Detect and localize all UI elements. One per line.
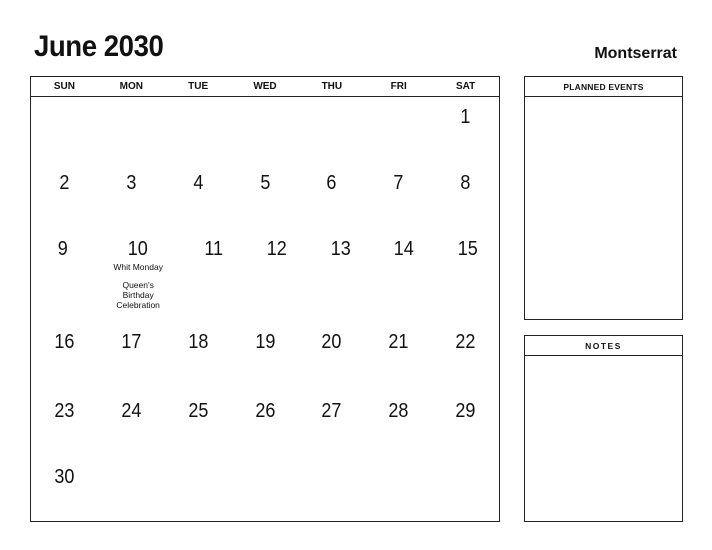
week-row bbox=[31, 391, 499, 457]
week-row bbox=[31, 457, 499, 522]
day-cell bbox=[365, 163, 432, 229]
day-cell bbox=[165, 322, 232, 391]
empty-day-cell bbox=[232, 457, 299, 522]
day-number: 30 bbox=[54, 466, 75, 488]
day-number: 19 bbox=[254, 331, 276, 353]
empty-day-cell bbox=[298, 457, 365, 522]
empty-day-cell bbox=[165, 97, 232, 163]
day-number: 4 bbox=[193, 172, 204, 194]
week-row bbox=[31, 229, 499, 322]
notes-header: NOTES bbox=[525, 336, 682, 356]
day-number: 9 bbox=[57, 238, 68, 260]
day-number: 10 bbox=[128, 238, 149, 260]
holiday-label: Queen's Birthday Celebration bbox=[116, 280, 160, 310]
day-cell bbox=[372, 229, 435, 322]
day-cell bbox=[432, 163, 499, 229]
day-cell bbox=[31, 391, 98, 457]
week-row bbox=[31, 163, 499, 229]
day-cell bbox=[31, 229, 94, 322]
region-label: Montserrat bbox=[594, 45, 677, 62]
day-number: 8 bbox=[460, 172, 471, 194]
day-cell bbox=[98, 322, 165, 391]
empty-day-cell bbox=[298, 97, 365, 163]
day-number: 29 bbox=[455, 400, 476, 422]
day-cell bbox=[432, 391, 499, 457]
week-row bbox=[31, 97, 499, 163]
day-cell bbox=[298, 163, 365, 229]
weekday-mon: MON bbox=[119, 81, 143, 92]
empty-day-cell bbox=[232, 97, 299, 163]
day-cell bbox=[365, 322, 432, 391]
empty-day-cell bbox=[365, 457, 432, 522]
weekday-sun: SUN bbox=[53, 81, 75, 92]
day-number: 7 bbox=[393, 172, 404, 194]
day-number: 3 bbox=[126, 172, 137, 194]
day-cell bbox=[298, 391, 365, 457]
day-number: 1 bbox=[460, 106, 471, 128]
day-number: 11 bbox=[204, 238, 223, 260]
week-row bbox=[31, 322, 499, 391]
day-number: 5 bbox=[259, 172, 271, 194]
day-number: 2 bbox=[59, 172, 70, 194]
day-cell bbox=[365, 391, 432, 457]
weekday-wed: WED bbox=[253, 81, 277, 92]
day-cell bbox=[309, 229, 372, 322]
empty-day-cell bbox=[365, 97, 432, 163]
day-number: 6 bbox=[326, 172, 337, 194]
empty-day-cell bbox=[98, 457, 165, 522]
weekday-fri: FRI bbox=[390, 81, 407, 92]
day-cell bbox=[232, 322, 299, 391]
day-number: 14 bbox=[393, 238, 414, 260]
calendar-grid bbox=[30, 76, 500, 522]
notes-panel bbox=[524, 335, 683, 522]
planned-events-panel bbox=[524, 76, 683, 320]
day-number: 27 bbox=[321, 400, 342, 422]
day-cell bbox=[245, 229, 308, 322]
day-number: 25 bbox=[188, 400, 209, 422]
day-cell bbox=[98, 163, 165, 229]
day-number: 20 bbox=[321, 331, 342, 353]
day-cell bbox=[98, 391, 165, 457]
weekday-thu: THU bbox=[321, 81, 343, 92]
day-cell bbox=[436, 229, 499, 322]
day-number: 18 bbox=[188, 331, 209, 353]
empty-day-cell bbox=[432, 457, 499, 522]
day-cell bbox=[432, 97, 499, 163]
day-number: 23 bbox=[54, 400, 75, 422]
day-cell bbox=[298, 322, 365, 391]
day-number: 13 bbox=[330, 238, 351, 260]
weekday-sat: SAT bbox=[455, 81, 476, 92]
day-cell bbox=[94, 229, 181, 322]
empty-day-cell bbox=[98, 97, 165, 163]
day-number: 17 bbox=[121, 331, 142, 353]
day-cell bbox=[165, 163, 232, 229]
planned-events-header: PLANNED EVENTS bbox=[525, 77, 682, 97]
weekday-header bbox=[31, 77, 499, 97]
day-number: 12 bbox=[267, 238, 288, 260]
day-cell bbox=[232, 391, 299, 457]
empty-day-cell bbox=[31, 97, 98, 163]
day-number: 24 bbox=[121, 400, 142, 422]
day-cell bbox=[31, 322, 98, 391]
holiday-label: Whit Monday bbox=[113, 262, 163, 272]
weekday-tue: TUE bbox=[188, 81, 209, 92]
day-number: 15 bbox=[457, 238, 478, 260]
day-number: 26 bbox=[254, 400, 276, 422]
empty-day-cell bbox=[165, 457, 232, 522]
day-number: 16 bbox=[54, 331, 75, 353]
day-number: 22 bbox=[455, 331, 476, 353]
day-cell bbox=[432, 322, 499, 391]
day-cell bbox=[182, 229, 245, 322]
day-cell bbox=[232, 163, 299, 229]
day-cell bbox=[31, 163, 98, 229]
day-cell bbox=[31, 457, 98, 522]
day-cell bbox=[165, 391, 232, 457]
day-number: 21 bbox=[388, 331, 409, 353]
page-title: June 2030 bbox=[34, 30, 164, 63]
calendar-body bbox=[31, 97, 499, 522]
day-number: 28 bbox=[388, 400, 409, 422]
